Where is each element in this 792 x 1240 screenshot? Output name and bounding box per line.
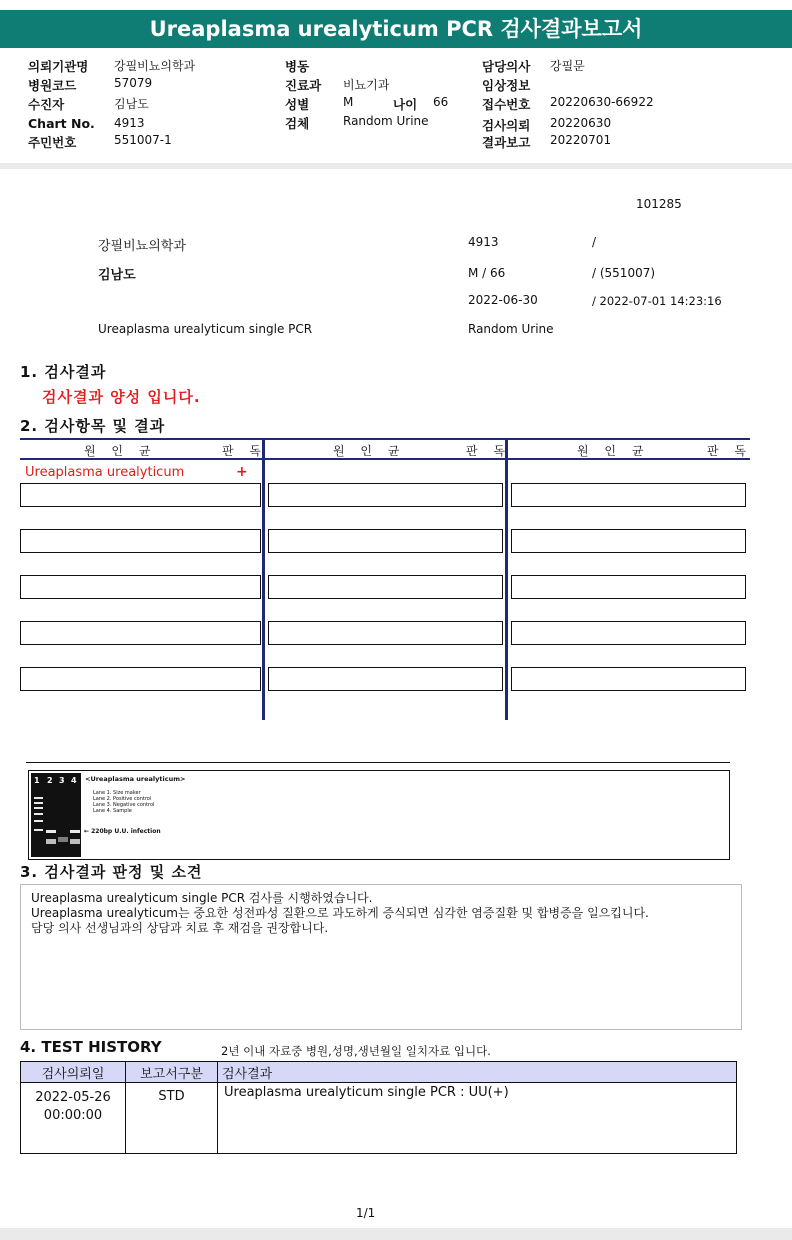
value-hospital-code: 57079 xyxy=(114,76,153,90)
result-box xyxy=(268,483,503,507)
info-chart: 4913 xyxy=(468,235,499,249)
detected-pathogen: Ureaplasma urealyticum xyxy=(25,465,185,480)
result-box xyxy=(20,667,261,691)
label-requester: 의뢰기관명 xyxy=(28,59,89,74)
col-pathogen-1: 원 인 균 xyxy=(84,444,157,458)
info-receive-date: 2022-06-30 xyxy=(468,293,538,307)
grid-top-line xyxy=(20,438,750,440)
col-judgement-3: 판 독 xyxy=(707,444,752,458)
value-age: 66 xyxy=(433,95,449,109)
value-chart-no: 4913 xyxy=(114,116,145,130)
label-hospital-code: 병원코드 xyxy=(28,78,77,93)
value-request-date: 20220630 xyxy=(550,116,612,130)
grid-divider-1 xyxy=(262,438,265,720)
info-slash: / xyxy=(592,235,597,249)
lane-label: 1 xyxy=(34,776,40,785)
label-doctor: 담당의사 xyxy=(482,59,531,74)
comment-line: Ureaplasma urealyticum는 중요한 성전파성 질환으로 과도하게 증식되면 심각한 염증질환 및 합병증을 일으킵니다. xyxy=(31,906,649,920)
result-box xyxy=(20,483,261,507)
history-date: 2022-05-26 xyxy=(35,1090,111,1105)
section2-heading: 2. 검사항목 및 결과 xyxy=(20,417,166,435)
label-chart-no: Chart No. xyxy=(28,116,95,131)
value-sex: M xyxy=(343,95,354,109)
info-birth: / (551007) xyxy=(592,266,656,280)
label-specimen: 검체 xyxy=(285,116,310,131)
info-report-datetime: / 2022-07-01 14:23:16 xyxy=(592,294,722,308)
page-number: 1/1 xyxy=(356,1206,376,1220)
grid-divider-2 xyxy=(505,438,508,720)
result-box xyxy=(20,575,261,599)
section3-heading: 3. 검사결과 판정 및 소견 xyxy=(20,863,203,881)
label-department: 진료과 xyxy=(285,78,322,93)
info-hospital: 강필비뇨의학과 xyxy=(98,239,186,254)
col-pathogen-2: 원 인 균 xyxy=(333,444,406,458)
header-separator xyxy=(0,163,792,169)
comment-line: Ureaplasma urealyticum single PCR 검사를 시행하였습니다. xyxy=(31,891,373,905)
col-judgement-1: 판 독 xyxy=(222,444,267,458)
gel-legend-item: Lane 1. Size maker xyxy=(93,790,141,796)
value-requester: 강필비뇨의학과 xyxy=(114,59,196,73)
detected-sign: + xyxy=(236,464,248,480)
footer-bar xyxy=(0,1228,792,1240)
gel-title: <Ureaplasma urealyticum> xyxy=(85,775,186,783)
label-rrn: 주민번호 xyxy=(28,135,77,150)
gel-marker: ← 220bp U.U. infection xyxy=(84,828,161,835)
gel-legend-item: Lane 3. Negative control xyxy=(93,802,155,808)
col-judgement-2: 판 독 xyxy=(466,444,511,458)
result-box xyxy=(268,529,503,553)
doc-id: 101285 xyxy=(636,197,682,211)
gel-top-rule xyxy=(26,762,730,763)
history-date-cell xyxy=(21,1083,126,1154)
gel-legend-item: Lane 4. Sample xyxy=(93,808,132,814)
history-note: 2년 이내 자료중 병원,성명,생년월일 일치자료 입니다. xyxy=(221,1044,491,1058)
result-box xyxy=(511,667,746,691)
label-sex: 성별 xyxy=(285,97,310,112)
value-rrn: 551007-1 xyxy=(114,133,172,147)
result-box xyxy=(268,575,503,599)
label-clinical-info: 임상정보 xyxy=(482,78,531,93)
history-col-type: 보고서구분 xyxy=(126,1062,218,1083)
label-patient: 수진자 xyxy=(28,97,65,112)
section4-heading: 4. TEST HISTORY xyxy=(20,1038,162,1056)
result-box xyxy=(20,621,261,645)
history-result: Ureaplasma urealyticum single PCR : UU(+) xyxy=(218,1083,737,1154)
result-box xyxy=(268,621,503,645)
result-box xyxy=(511,483,746,507)
info-sex-age: M / 66 xyxy=(468,266,506,280)
history-col-date: 검사의뢰일 xyxy=(21,1062,126,1083)
test-history-table xyxy=(20,1061,737,1154)
value-patient: 김남도 xyxy=(114,97,149,111)
label-ward: 병동 xyxy=(285,59,310,74)
info-patient: 김남도 xyxy=(98,268,136,283)
comment-box xyxy=(20,884,742,1030)
section1-heading: 1. 검사결과 xyxy=(20,363,107,381)
lane-label: 3 xyxy=(59,776,65,785)
history-time: 00:00:00 xyxy=(43,1108,103,1123)
result-box xyxy=(511,621,746,645)
report-title: Ureaplasma urealyticum PCR 검사결과보고서 xyxy=(0,10,792,48)
history-col-result: 검사결과 xyxy=(218,1062,737,1083)
history-type: STD xyxy=(126,1083,218,1154)
comment-line: 담당 의사 선생님과의 상담과 치료 후 재검을 권장합니다. xyxy=(31,921,329,935)
value-specimen: Random Urine xyxy=(343,114,429,128)
result-box xyxy=(511,575,746,599)
result-positive-text: 검사결과 양성 입니다. xyxy=(42,388,201,406)
result-box xyxy=(268,667,503,691)
info-specimen: Random Urine xyxy=(468,322,554,336)
value-report-date: 20220701 xyxy=(550,133,612,147)
gel-electrophoresis-image xyxy=(31,773,81,857)
info-test-name: Ureaplasma urealyticum single PCR xyxy=(98,322,313,336)
label-report-date: 결과보고 xyxy=(482,135,531,150)
gel-legend-item: Lane 2. Positive control xyxy=(93,796,152,802)
value-receipt-no: 20220630-66922 xyxy=(550,95,654,109)
label-receipt-no: 접수번호 xyxy=(482,97,531,112)
lane-label: 4 xyxy=(71,776,77,785)
label-request-date: 검사의뢰 xyxy=(482,118,531,133)
result-box xyxy=(20,529,261,553)
lane-label: 2 xyxy=(47,776,53,785)
gel-figure xyxy=(28,770,730,860)
value-department: 비뇨기과 xyxy=(343,78,390,92)
result-box xyxy=(511,529,746,553)
table-row xyxy=(21,1083,737,1154)
col-pathogen-3: 원 인 균 xyxy=(577,444,650,458)
label-age: 나이 xyxy=(393,97,418,112)
value-doctor: 강필문 xyxy=(550,59,585,73)
